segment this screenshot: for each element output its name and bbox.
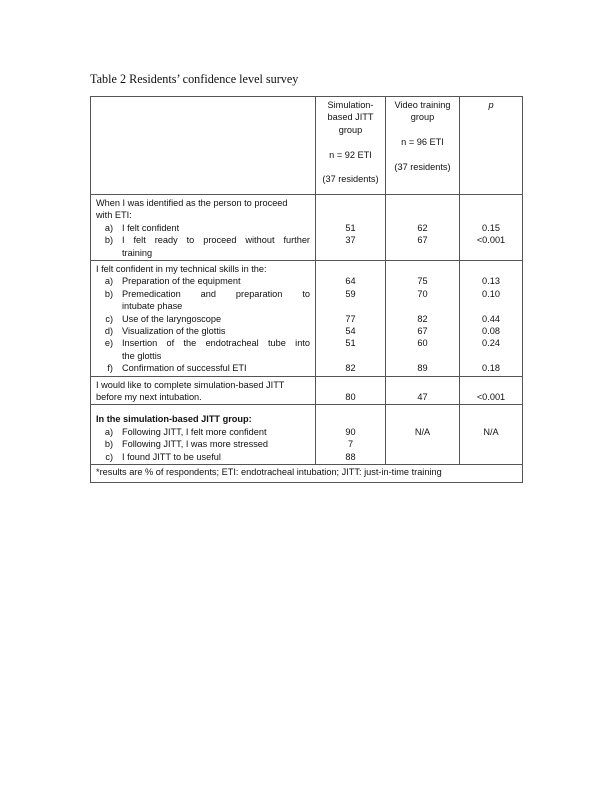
value: 37 bbox=[345, 235, 356, 246]
item-text: Use of the laryngoscope bbox=[122, 313, 222, 324]
item-text: I found JITT to be useful bbox=[122, 451, 221, 462]
video-values bbox=[386, 195, 460, 261]
table-header-row bbox=[91, 97, 523, 195]
section-heading: In the simulation-based JITT group: bbox=[96, 414, 252, 425]
item-text: Insertion of the endotracheal tube into bbox=[122, 338, 310, 349]
value: N/A bbox=[483, 426, 499, 437]
item-marker: c) bbox=[105, 451, 113, 462]
footnote-text: *results are % of respondents; ETI: endotracheal intubation; JITT: just-in-time training bbox=[96, 466, 442, 477]
item-marker: e) bbox=[104, 338, 113, 349]
item-text: Premedication and preparation to bbox=[122, 288, 310, 299]
value: 0.18 bbox=[482, 363, 500, 374]
value: 75 bbox=[417, 276, 428, 287]
header-text: n = 96 ETI bbox=[401, 137, 444, 148]
table-footnote-row bbox=[91, 464, 523, 482]
p-values bbox=[460, 376, 523, 405]
value: 70 bbox=[417, 288, 428, 299]
list-item bbox=[96, 337, 310, 349]
list-item bbox=[96, 451, 310, 463]
value: 82 bbox=[345, 363, 356, 374]
item-marker: c) bbox=[105, 313, 113, 324]
item-text-continued: intubate phase bbox=[122, 301, 183, 312]
value: 47 bbox=[417, 391, 428, 402]
value: 51 bbox=[345, 222, 356, 233]
item-marker: d) bbox=[104, 325, 113, 336]
item-marker: b) bbox=[104, 288, 113, 299]
list-item bbox=[96, 438, 310, 450]
video-values bbox=[386, 405, 460, 465]
header-text: based JITT bbox=[327, 112, 374, 123]
list-item bbox=[96, 362, 310, 374]
p-values bbox=[460, 195, 523, 261]
value: 67 bbox=[417, 235, 428, 246]
item-text-continued: training bbox=[122, 247, 153, 258]
value: 77 bbox=[345, 313, 356, 324]
list-item bbox=[96, 234, 310, 246]
header-text: (37 residents) bbox=[394, 161, 451, 172]
section-label-cell bbox=[91, 376, 316, 405]
value: 0.10 bbox=[482, 288, 500, 299]
item-text: I felt confident bbox=[122, 222, 180, 233]
simulation-values bbox=[316, 195, 386, 261]
list-item bbox=[96, 325, 310, 337]
confidence-survey-table bbox=[90, 96, 523, 483]
item-marker: a) bbox=[104, 222, 113, 233]
header-text: (37 residents) bbox=[322, 174, 379, 185]
section-label-cell bbox=[91, 405, 316, 465]
p-values bbox=[460, 260, 523, 376]
header-simulation-group bbox=[316, 97, 386, 195]
value: 80 bbox=[345, 391, 356, 402]
item-text: Preparation of the equipment bbox=[122, 276, 241, 287]
simulation-values bbox=[316, 376, 386, 405]
value: 62 bbox=[417, 222, 428, 233]
item-text: Following JITT, I was more stressed bbox=[122, 439, 269, 450]
statement-text: I would like to complete simulation-based JITT bbox=[96, 379, 285, 390]
section-jitt-group-row bbox=[91, 405, 523, 465]
table-footnote bbox=[91, 464, 523, 482]
value: 82 bbox=[417, 313, 428, 324]
value: 0.24 bbox=[482, 338, 500, 349]
list-item bbox=[96, 222, 310, 234]
header-text: n = 92 ETI bbox=[329, 149, 372, 160]
table-caption: Table 2 Residents’ confidence level survey bbox=[90, 72, 299, 86]
header-video-group bbox=[386, 97, 460, 195]
section-identified-row bbox=[91, 195, 523, 261]
section-intro: When I was identified as the person to proceed bbox=[96, 198, 288, 208]
list-item bbox=[96, 275, 310, 287]
item-text: Following JITT, I felt more confident bbox=[122, 426, 267, 437]
value: 0.13 bbox=[482, 276, 500, 287]
video-values bbox=[386, 260, 460, 376]
header-blank-cell bbox=[91, 97, 316, 195]
item-text: I felt ready to proceed without further bbox=[122, 235, 310, 246]
value: 0.15 bbox=[482, 222, 500, 233]
p-values bbox=[460, 405, 523, 465]
simulation-values bbox=[316, 260, 386, 376]
item-marker: b) bbox=[104, 235, 113, 246]
item-marker: f) bbox=[107, 363, 113, 374]
value: 90 bbox=[345, 426, 356, 437]
value: N/A bbox=[414, 426, 431, 437]
list-item bbox=[96, 313, 310, 325]
value: 0.44 bbox=[482, 313, 500, 324]
item-text: Visualization of the glottis bbox=[122, 325, 226, 336]
header-text: group bbox=[338, 124, 363, 135]
value: 64 bbox=[345, 276, 356, 287]
item-marker: b) bbox=[104, 439, 113, 450]
item-marker: a) bbox=[104, 276, 113, 287]
value: 0.08 bbox=[482, 325, 500, 336]
value: 67 bbox=[417, 325, 428, 336]
value: 59 bbox=[345, 288, 356, 299]
item-text-continued: the glottis bbox=[122, 350, 162, 361]
section-intro: with ETI: bbox=[96, 210, 132, 221]
section-label-cell bbox=[91, 195, 316, 261]
value: 60 bbox=[417, 338, 428, 349]
value: 54 bbox=[345, 325, 356, 336]
section-preference-row bbox=[91, 376, 523, 405]
video-values bbox=[386, 376, 460, 405]
header-text: Video training bbox=[394, 100, 451, 110]
simulation-values bbox=[316, 405, 386, 465]
section-label-cell bbox=[91, 260, 316, 376]
value: 89 bbox=[417, 363, 428, 374]
value: <0.001 bbox=[476, 235, 506, 246]
section-intro: I felt confident in my technical skills in the: bbox=[96, 263, 267, 274]
section-technical-skills-row bbox=[91, 260, 523, 376]
header-p-value: p bbox=[460, 97, 523, 195]
item-marker: a) bbox=[104, 426, 113, 437]
header-text: group bbox=[410, 112, 435, 123]
list-item bbox=[96, 288, 310, 300]
header-text: Simulation- bbox=[327, 100, 374, 110]
value: 7 bbox=[347, 439, 354, 450]
value: 88 bbox=[345, 451, 356, 462]
value: 51 bbox=[345, 338, 356, 349]
value: <0.001 bbox=[476, 391, 506, 402]
item-text: Confirmation of successful ETI bbox=[122, 363, 247, 374]
list-item bbox=[96, 426, 310, 438]
statement-text: before my next intubation. bbox=[96, 391, 202, 402]
